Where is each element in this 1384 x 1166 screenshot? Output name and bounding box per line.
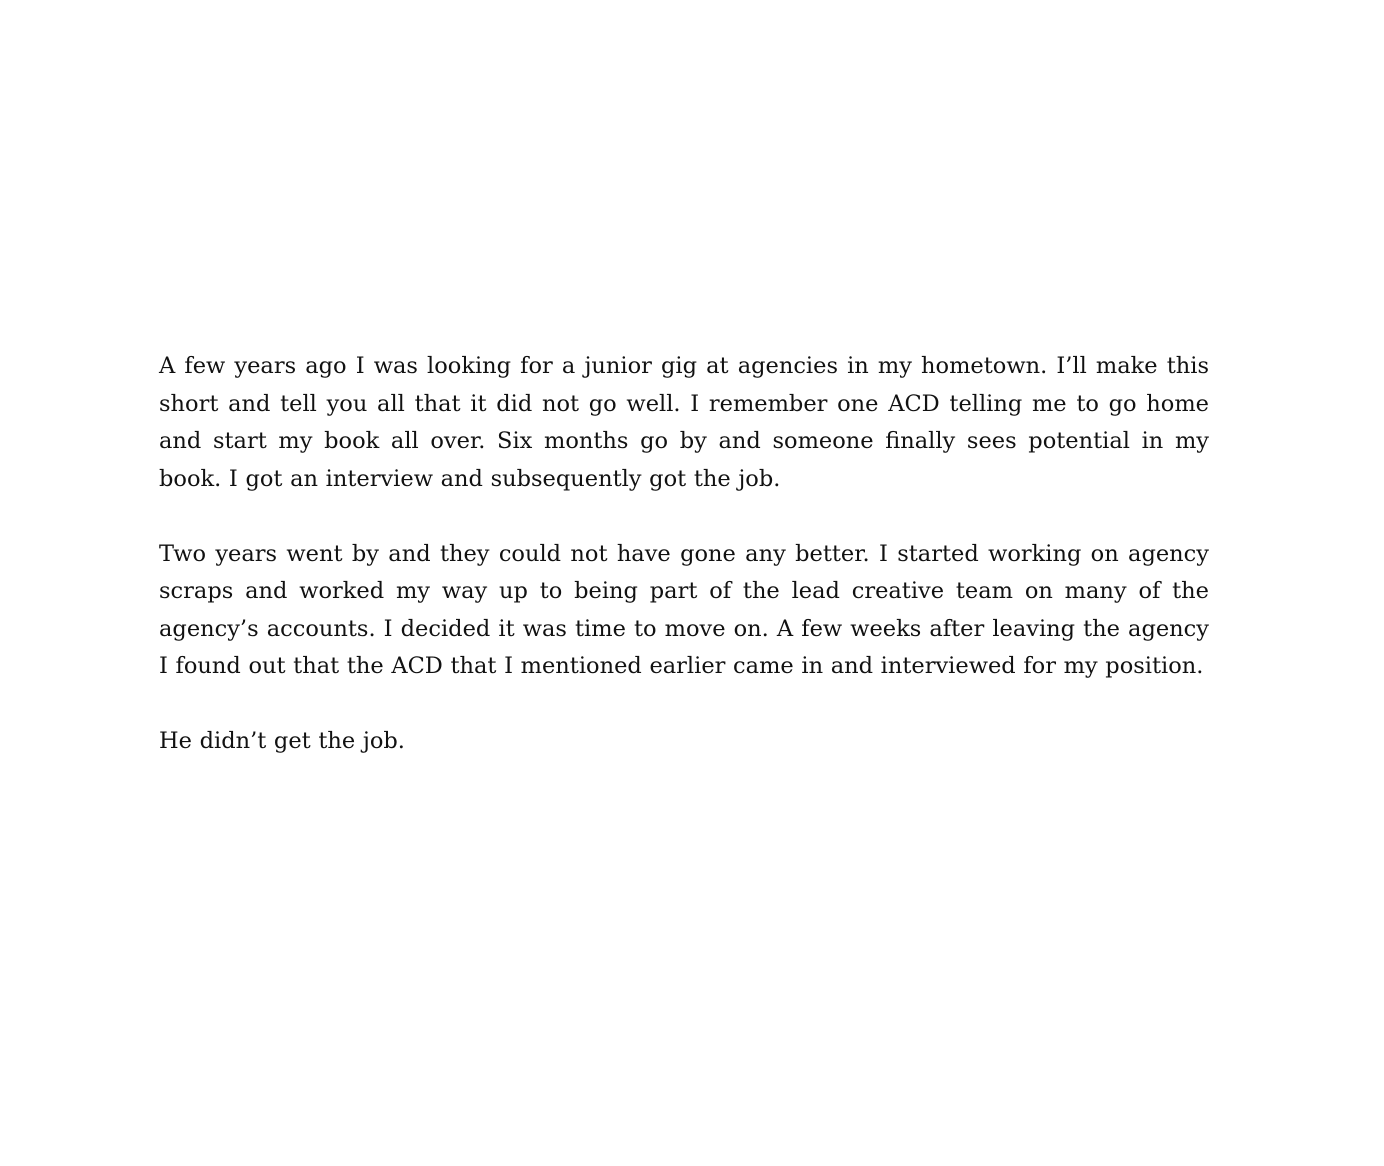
paragraph-1: A few years ago I was looking for a junior gig at agencies in my hometown. I’ll make this short and tell you all that it did not go well. I remember one ACD telling me to go home and start my book all over. Six months go by and someone finally sees potential in my book. I got an interview and subsequently got the job. <box>159 353 1209 492</box>
document-body <box>159 348 1209 761</box>
paragraph-3: He didn’t get the job. <box>159 728 405 754</box>
paragraph-2: Two years went by and they could not have gone any better. I started working on agency scraps and worked my way up to being part of the lead creative team on many of the agency’s accounts. I decided it was time to move on. A few weeks after leaving the agency I found out that the ACD that I mentioned earlier came in and interviewed for my position. <box>159 540 1209 679</box>
